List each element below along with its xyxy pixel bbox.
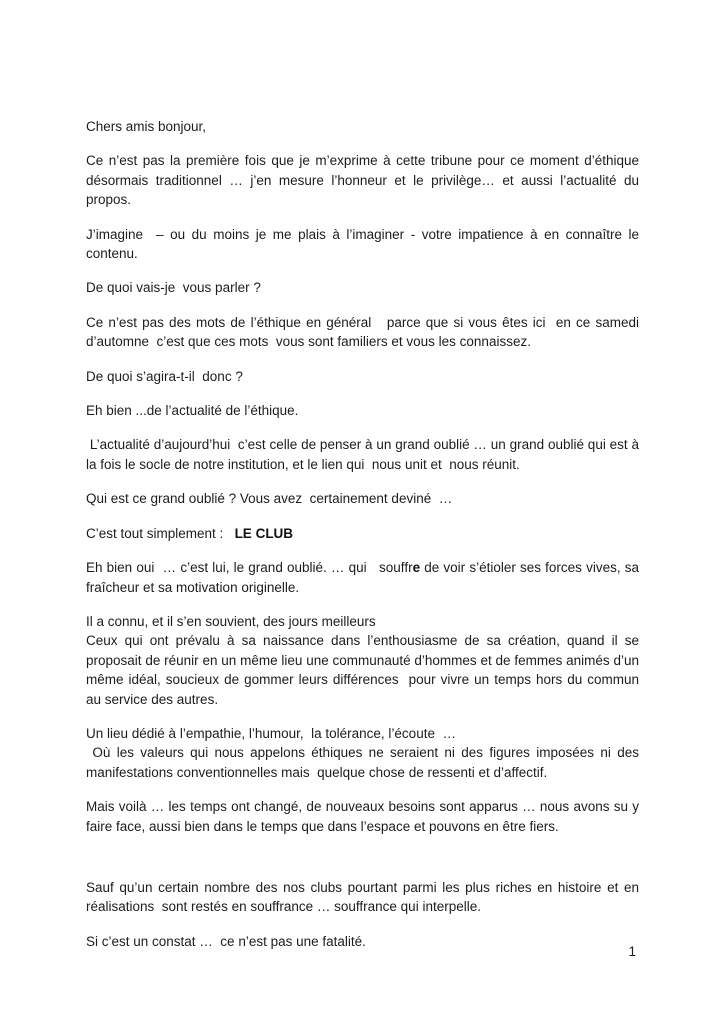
paragraph-valeurs: Où les valeurs qui nous appelons éthiques ne seraient ni des figures imposées ni des manifestations conventionnelles mais quelque chose de ressenti et d’affectif. [86, 745, 639, 780]
paragraph-souffre [86, 558, 639, 597]
le-club-lead-text: C’est tout simplement : [86, 525, 235, 541]
souffre-lead-text: Eh bien oui … c’est lui, le grand oublié. … qui souffr [86, 560, 413, 576]
paragraph-clubs-souffrance: Sauf qu’un certain nombre des nos clubs pourtant parmi les plus riches en histoire et en réalisations sont restés en souffrance … souffrance qui interpelle. [86, 879, 639, 915]
souffre-bold-letter: e [412, 560, 421, 576]
paragraph-question-donc: De quoi s’agira-t-il donc ? [86, 368, 243, 384]
document-body [86, 117, 639, 966]
paragraph-question-qui: Qui est ce grand oublié ? Vous avez certainement deviné … [86, 491, 453, 507]
paragraph-le-club [86, 524, 639, 543]
souffre-tail-text: de voir s’étioler ses forces vives, sa fraîcheur et sa motivation originelle. [86, 560, 639, 595]
paragraph-question-sujet: De quoi vais-je vous parler ? [86, 280, 261, 296]
paragraph-imagine: J’imagine – ou du moins je me plais à l’imaginer - votre impatience à en connaître le contenu. [86, 226, 639, 262]
paragraph-mots-ethique: Ce n’est pas des mots de l’éthique en général parce que si vous êtes ici en ce samedi d’automne c’est que ces mots vous sont familiers et vous les connaissez. [86, 314, 639, 350]
paragraph-jours-meilleurs: Il a connu, et il s’en souvient, des jours meilleurs [86, 613, 376, 629]
paragraph-temps-changes: Mais voilà … les temps ont changé, de nouveaux besoins sont apparus … nous avons su y faire face, aussi bien dans le temps que dans l’espace et pouvons en être fiers. [86, 799, 639, 834]
paragraph-lieu-dedie: Un lieu dédié à l’empathie, l’humour, la tolérance, l’écoute … [86, 725, 456, 741]
paragraph-constat: Si c’est un constat … ce n’est pas une fatalité. [86, 933, 366, 949]
page-number: 1 [628, 944, 636, 959]
le-club-bold-text: LE CLUB [234, 525, 294, 541]
paragraph-grand-oublie: L’actualité d’aujourd’hui c’est celle de penser à un grand oublié … un grand oublié qui est à la fois le socle de notre institution, et le lien qui nous unit et nous réunit. [86, 437, 639, 472]
paragraph-actualite-ethique: Eh bien ...de l’actualité de l’éthique. [86, 403, 299, 419]
paragraph-greeting: Chers amis bonjour, [86, 119, 207, 134]
paragraph-intro-tribune: Ce n’est pas la première fois que je m’exprime à cette tribune pour ce moment d’éthique désormais traditionnel … j’en mesure l’honneur et le privilège… et aussi l’actualité du propos. [86, 153, 639, 208]
paragraph-naissance: Ceux qui ont prévalu à sa naissance dans l’enthousiasme de sa création, quand il se proposait de réunir en un même lieu une communauté d’hommes et de femmes animés d’un même idéal, soucieux de gommer leurs différences pour vivre un temps hors du commun au service des autres. [86, 633, 639, 707]
